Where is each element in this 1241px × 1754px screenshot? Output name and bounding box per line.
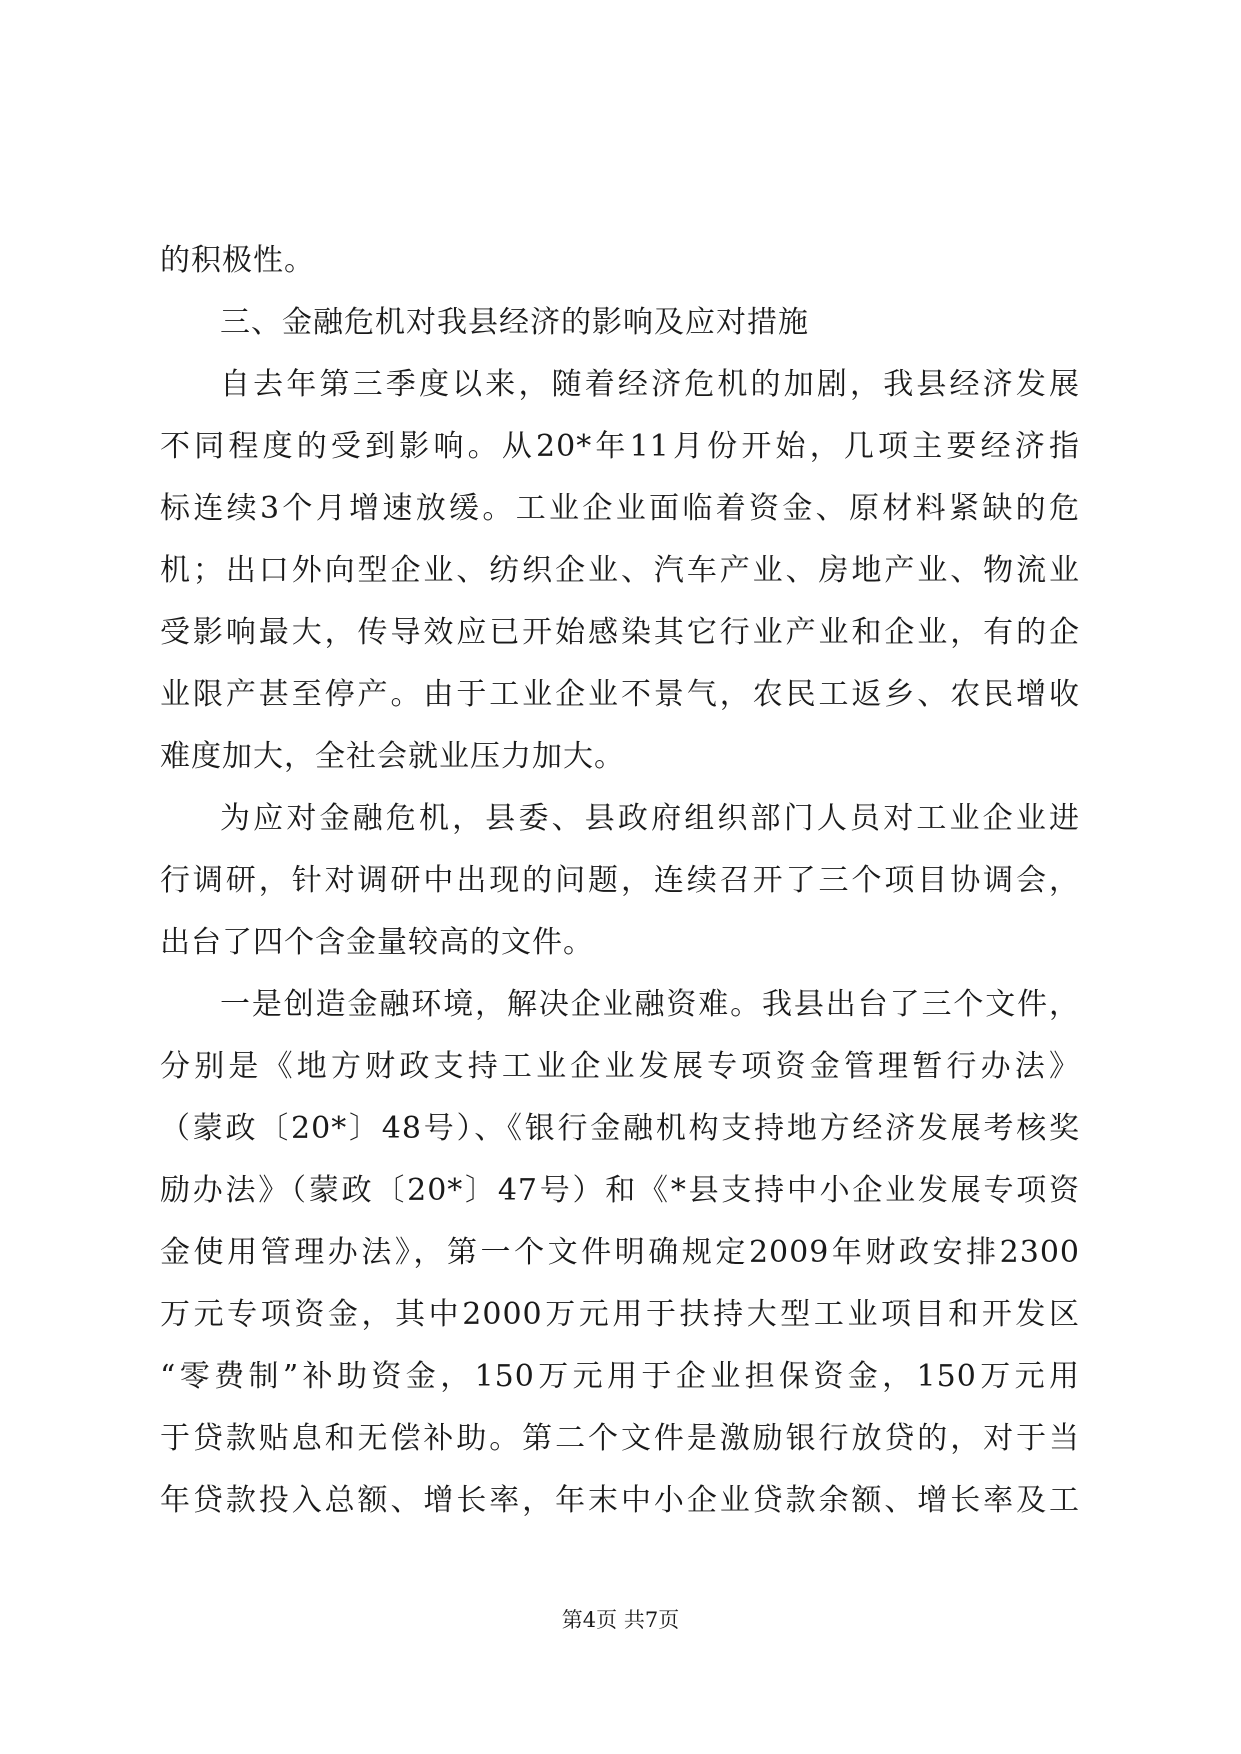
text-line: 自去年第三季度以来，随着经济危机的加剧，我县经济发展 [220, 367, 1080, 402]
text-line: 万元专项资金，其中2000万元用于扶持大型工业项目和开发区 [160, 1297, 1080, 1332]
text-line: 励办法》（蒙政〔20*〕47号）和《*县支持中小企业发展专项资 [160, 1173, 1080, 1208]
text-line: 一是创造金融环境，解决企业融资难。我县出台了三个文件， [220, 987, 1080, 1022]
text-line: 标连续3个月增速放缓。工业企业面临着资金、原材料紧缺的危 [160, 491, 1080, 526]
text-line: “零费制”补助资金，150万元用于企业担保资金，150万元用 [160, 1359, 1080, 1394]
text-line: 的积极性。 [160, 243, 315, 278]
text-line: （蒙政〔20*〕48号）、《银行金融机构支持地方经济发展考核奖 [160, 1111, 1080, 1146]
text-line: 不同程度的受到影响。从20*年11月份开始，几项主要经济指 [160, 429, 1080, 464]
text-line: 年贷款投入总额、增长率，年末中小企业贷款余额、增长率及工 [160, 1483, 1080, 1518]
text-line: 为应对金融危机，县委、县政府组织部门人员对工业企业进 [220, 801, 1080, 836]
page-footer [0, 1604, 1241, 1634]
text-line: 难度加大，全社会就业压力加大。 [160, 739, 625, 774]
text-line: 出台了四个含金量较高的文件。 [160, 925, 594, 960]
section-heading: 三、金融危机对我县经济的影响及应对措施 [220, 305, 809, 340]
text-line: 分别是《地方财政支持工业企业发展专项资金管理暂行办法》 [160, 1049, 1080, 1084]
text-line: 业限产甚至停产。由于工业企业不景气，农民工返乡、农民增收 [160, 677, 1080, 712]
document-body [160, 230, 1080, 1532]
text-line: 机；出口外向型企业、纺织企业、汽车产业、房地产业、物流业 [160, 553, 1080, 588]
text-line: 受影响最大，传导效应已开始感染其它行业产业和企业，有的企 [160, 615, 1080, 650]
text-line: 于贷款贴息和无偿补助。第二个文件是激励银行放贷的，对于当 [160, 1421, 1080, 1456]
page-number: 第4页 共7页 [561, 1608, 680, 1632]
text-line: 金使用管理办法》，第一个文件明确规定2009年财政安排2300 [160, 1235, 1080, 1270]
text-line: 行调研，针对调研中出现的问题，连续召开了三个项目协调会， [160, 863, 1080, 898]
